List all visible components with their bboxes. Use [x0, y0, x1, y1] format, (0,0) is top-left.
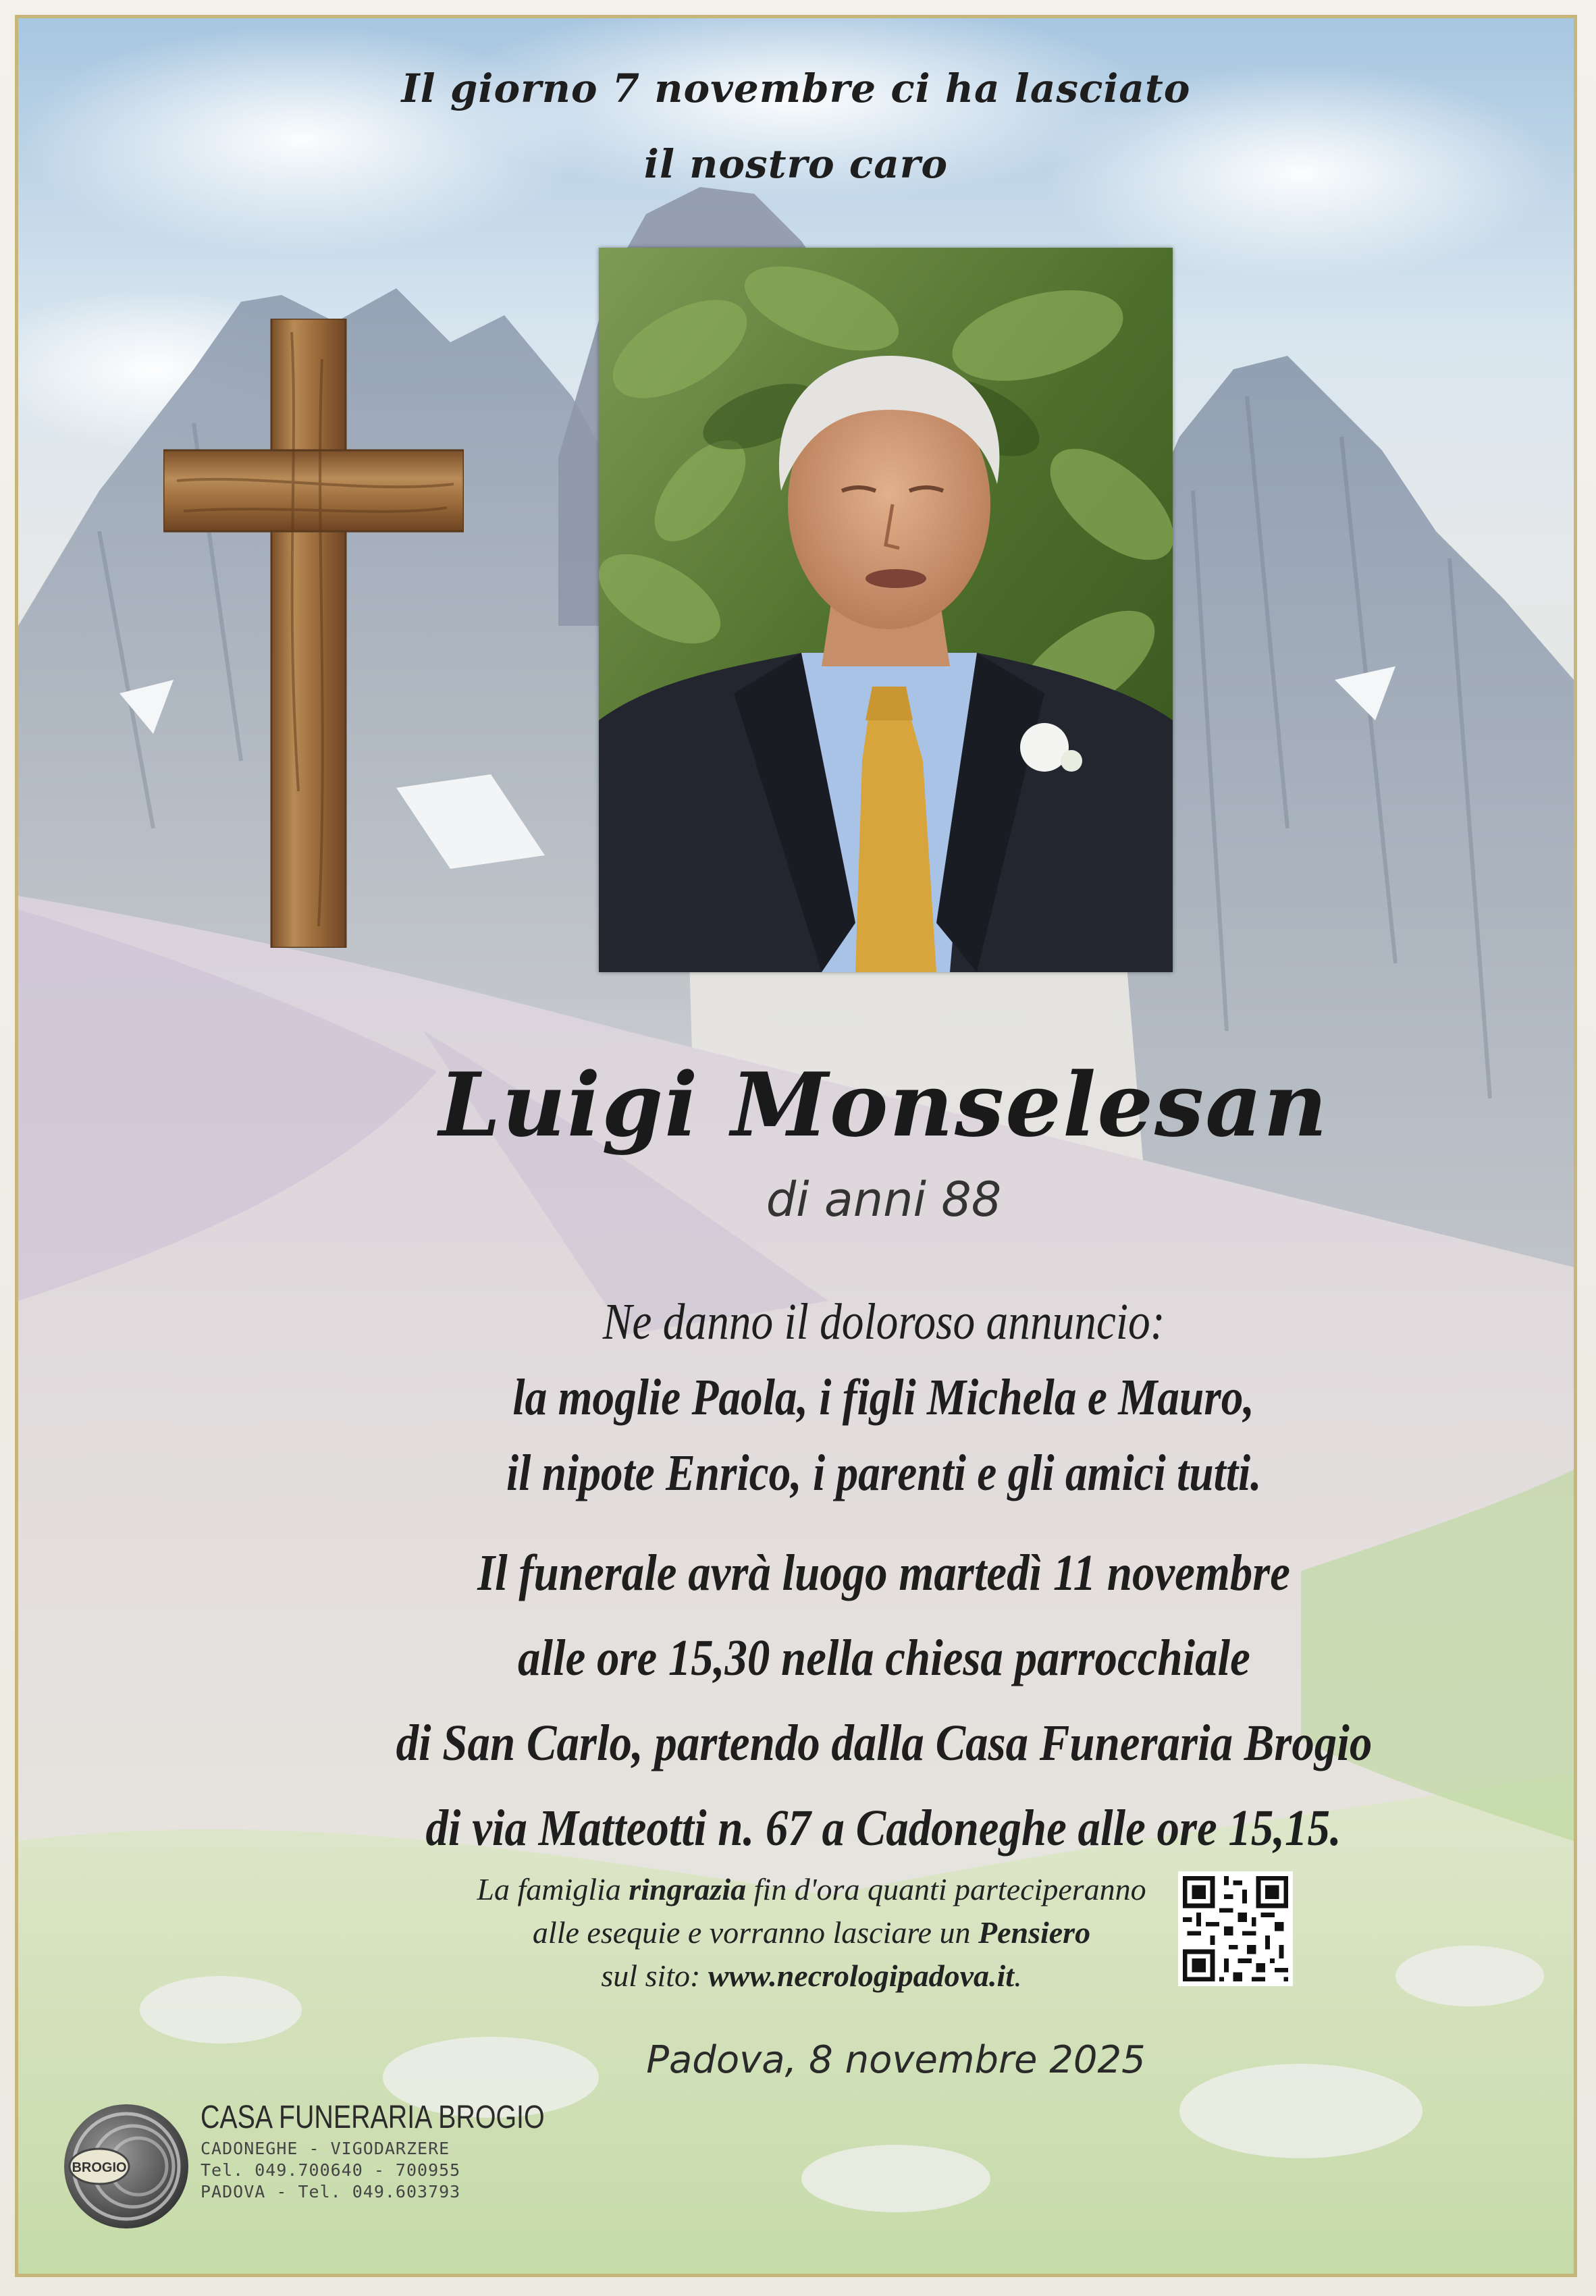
wooden-cross-icon: [163, 319, 464, 948]
intro-line-2: il nostro caro: [643, 141, 949, 187]
funeral-line-1: Il funerale avrà luogo martedì 11 novembre: [477, 1545, 1290, 1601]
funeral-home-phone-1: Tel. 049.700640 - 700955: [201, 2160, 461, 2180]
announcement-block: [106, 1284, 1577, 1511]
qr-code-icon[interactable]: [1178, 1871, 1293, 1986]
portrait-photo: [599, 248, 1173, 972]
website-link[interactable]: www.necrologipadova.it: [708, 1958, 1015, 1993]
funeral-home-phone-2: PADOVA - Tel. 049.603793: [201, 2182, 461, 2201]
gold-frame: [15, 15, 1577, 2277]
thanks-text-3c: .: [1014, 1958, 1022, 1993]
funeral-home-info: [201, 2098, 552, 2203]
thanks-note: [417, 1868, 1206, 1998]
thanks-text-2b: Pensiero: [978, 1915, 1091, 1950]
funeral-line-4: di via Matteotti n. 67 a Cadoneghe alle ore 15,15.: [425, 1800, 1342, 1857]
funeral-home-name: CASA FUNERARIA BROGIO: [201, 2100, 545, 2135]
announcement-line-1: la moglie Paola, i figli Michela e Mauro,: [512, 1369, 1255, 1426]
funeral-line-3: di San Carlo, partendo dalla Casa Funeraria Brogio: [396, 1715, 1372, 1771]
thanks-text-3a: sul sito:: [601, 1958, 708, 1993]
place-date: Padova, 8 novembre 2025: [646, 2038, 1146, 2082]
funeral-line-2: alle ore 15,30 nella chiesa parrocchiale: [517, 1630, 1250, 1686]
intro-line-1: Il giorno 7 novembre ci ha lasciato: [401, 65, 1191, 111]
brogio-logo-icon: [59, 2099, 194, 2234]
thanks-text-1a: La famiglia: [477, 1872, 629, 1906]
announcement-line-2: il nipote Enrico, i parenti e gli amici tutti.: [506, 1445, 1262, 1501]
deceased-age: di anni 88: [766, 1172, 1002, 1227]
announcement-lead: Ne danno il doloroso annuncio:: [602, 1293, 1165, 1350]
intro-text: [18, 51, 1574, 202]
thanks-text-1c: fin d'ora quanti parteciperanno: [746, 1872, 1146, 1906]
deceased-name: Luigi Monselesan: [439, 1053, 1329, 1156]
funeral-info: [106, 1530, 1577, 1871]
portrait-illustration: [599, 248, 1173, 972]
funeral-home-location: CADONEGHE - VIGODARZERE: [201, 2139, 450, 2158]
thanks-text-2a: alle esequie e vorranno lasciare un: [532, 1915, 978, 1950]
thanks-text-1b: ringrazia: [629, 1872, 747, 1906]
logo-text: BROGIO: [72, 2160, 127, 2175]
